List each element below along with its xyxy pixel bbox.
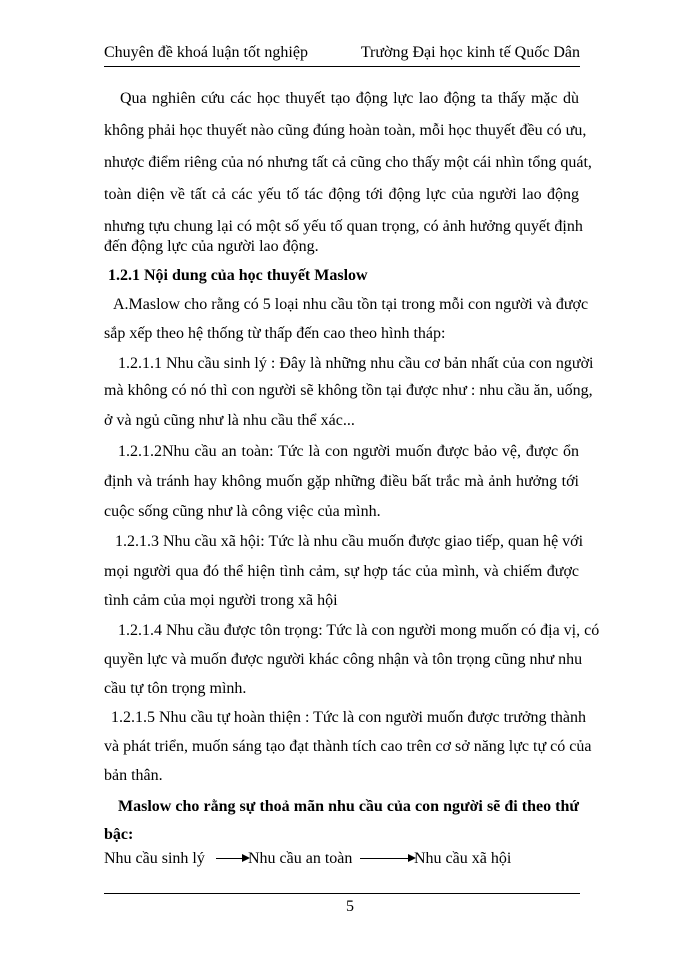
header-rule — [104, 66, 580, 67]
body-line: toàn diện về tất cả các yếu tố tác động tới động lực của người lao động — [104, 186, 579, 203]
body-line: sắp xếp theo hệ thống từ thấp đến cao theo hình tháp: — [104, 325, 446, 342]
body-line: đến động lực của người lao động. — [104, 238, 319, 255]
body-line: tình cảm của mọi người trong xã hội — [104, 592, 338, 609]
body-line: ở và ngủ cũng như là nhu cầu thể xác... — [104, 412, 355, 429]
body-line: 1.2.1.3 Nhu cầu xã hội: Tức là nhu cầu muốn được giao tiếp, quan hệ với — [115, 533, 584, 550]
arrow-icon — [216, 858, 248, 859]
body-line: không phải học thuyết nào cũng đúng hoàn toàn, mỗi học thuyết đều có ưu, — [104, 122, 587, 139]
hierarchy-step-1: Nhu cầu sinh lý — [104, 850, 205, 867]
page-header — [104, 44, 580, 66]
bold-line: bậc: — [104, 826, 134, 843]
hierarchy-step-3: Nhu cầu xã hội — [414, 850, 512, 867]
header-left: Chuyên đề khoá luận tốt nghiệp — [104, 44, 308, 61]
body-line: nhược điểm riêng của nó nhưng tất cả cũng cho thấy một cái nhìn tổng quát, — [104, 154, 592, 171]
body-line: mà không có nó thì con người sẽ không tồn tại được như : nhu cầu ăn, uống, — [104, 382, 593, 399]
page-number: 5 — [346, 898, 354, 915]
body-line: 1.2.1.4 Nhu cầu được tôn trọng: Tức là con người mong muốn có địa vị, có — [118, 622, 600, 639]
body-line: định và tránh hay không muốn gặp những điều bất trắc mà ảnh hưởng tới — [104, 473, 579, 490]
bold-line: Maslow cho rằng sự thoả mãn nhu cầu của con người sẽ đi theo thứ — [118, 798, 579, 815]
header-right: Trường Đại học kinh tế Quốc Dân — [360, 44, 580, 61]
section-heading: 1.2.1 Nội dung của học thuyết Maslow — [108, 267, 368, 284]
body-line: cầu tự tôn trọng mình. — [104, 680, 247, 697]
body-line: 1.2.1.1 Nhu cầu sinh lý : Đây là những nhu cầu cơ bản nhất của con người — [118, 355, 594, 372]
body-line: và phát triển, muốn sáng tạo đạt thành tích cao trên cơ sở năng lực tự có của — [104, 738, 592, 755]
body-line: quyền lực và muốn được người khác công nhận và tôn trọng cũng như nhu — [104, 651, 583, 668]
hierarchy-step-2: Nhu cầu an toàn — [248, 850, 353, 867]
arrow-icon — [360, 858, 414, 859]
body-line: A.Maslow cho rằng có 5 loại nhu cầu tồn tại trong mỗi con người và được — [113, 296, 589, 313]
body-line: bản thân. — [104, 767, 163, 784]
body-line: Qua nghiên cứu các học thuyết tạo động lực lao động ta thấy mặc dù — [120, 90, 579, 107]
body-line: 1.2.1.2Nhu cầu an toàn: Tức là con người muốn được bảo vệ, được ổn — [118, 443, 579, 460]
body-line: mọi người qua đó thể hiện tình cảm, sự hợp tác của mình, và chiếm được — [104, 563, 579, 580]
footer-rule — [104, 893, 580, 894]
body-line: cuộc sống cũng như là công việc của mình. — [104, 503, 381, 520]
body-line: nhưng tựu chung lại có một số yếu tố quan trọng, có ảnh hưởng quyết định — [104, 218, 583, 235]
body-line: 1.2.1.5 Nhu cầu tự hoàn thiện : Tức là con người muốn được trưởng thành — [111, 709, 587, 726]
